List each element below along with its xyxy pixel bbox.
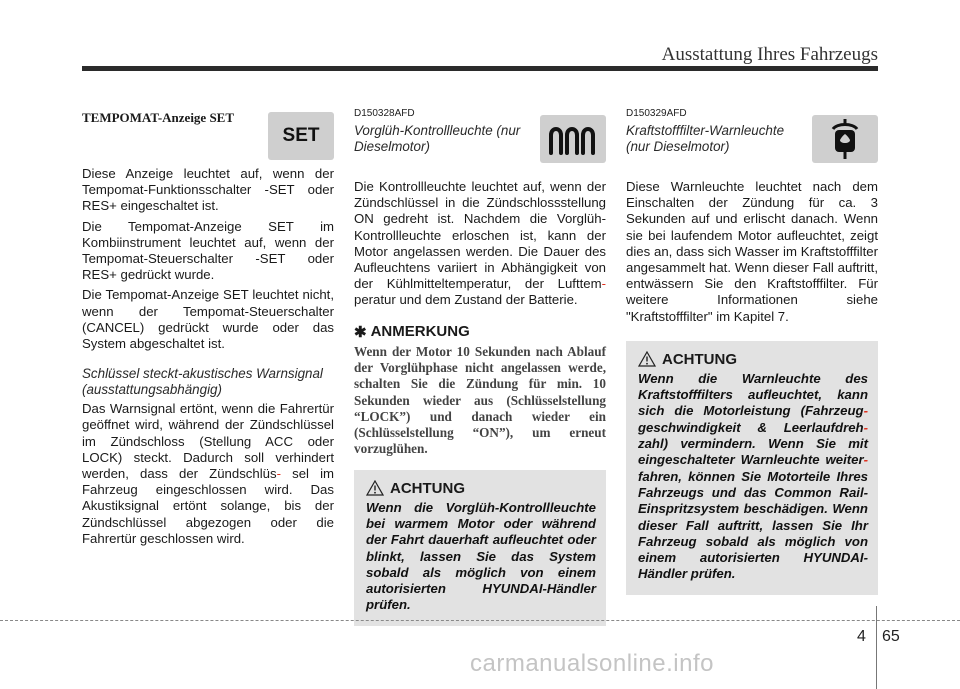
- note-title: ANMERKUNG: [370, 323, 470, 341]
- chapter-number: 4: [857, 628, 866, 645]
- glow-heading: Vorglüh-Kontrollleuchte (nur Dieselmotor): [354, 123, 521, 154]
- fuel-filter-icon-graphic: [825, 117, 865, 161]
- note-body: Wenn der Motor 10 Sekunden nach Ablauf der Vorglühphase nicht angelassen werde, schalten Sie die Zündung für min. 10 Sekunden wieder aus (Schlüsselstellung “LOCK”) und danach wieder ein (Schlüsselstellung “ON”), um erneut vorzuglühen.: [354, 343, 606, 457]
- column-glow: [354, 108, 606, 626]
- header-rule: [82, 66, 878, 71]
- column-tempomat: [82, 108, 334, 547]
- glow-warning-box: [354, 470, 606, 626]
- note-star-icon: ✱: [354, 323, 367, 341]
- glow-paragraph: Die Kontrollleuchte leuchtet auf, wenn der Zündschlüssel in die Zündschlossstellung ON gedreht ist. Nachdem die Vorglüh-Kontrollleuchte erloschen ist, kann der Motor angelassen werden. Die Dauer des Aufleuchtens variiert in Abhängigkeit von der Kühlmitteltemperatur, der Lufttem- peratur und dem Zustand der Batterie.: [354, 179, 606, 308]
- note-heading: [354, 323, 606, 341]
- set-indicator-icon: [268, 112, 334, 160]
- glow-warning-heading: [366, 480, 596, 497]
- watermark-text: carmanualsonline.info: [470, 650, 714, 677]
- page-crop-line: [876, 606, 877, 689]
- glow-warning-body: Wenn die Vorglüh-Kontrollleuchte bei warmem Motor oder während der Fahrt dauerhaft aufleuchtet oder blinkt, lassen Sie das System sobald als möglich von einem autorisierten HYUNDAI-Händler prüfen.: [366, 499, 596, 613]
- key-warning-paragraph: Das Warnsignal ertönt, wenn die Fahrertür geöffnet wird, während der Zündschlüssel im Zündschloss (Stellung ACC oder LOCK) steckt. Dadurch soll verhindert werden, dass der Zündschlüs- sel im Fahrzeug eingeschlossen wird. Das Akustiksignal ertönt solange, bis der Zündschlüssel abgezogen oder die Fahrertür geschlossen wird.: [82, 401, 334, 546]
- fuel-paragraph: Diese Warnleuchte leuchtet nach dem Einschalten der Zündung für ca. 3 Sekunden auf und erlischt danach. Wenn sie bei laufendem Motor aufleuchtet, zeigt dies an, dass sich Wasser im Kraftstofffilter angesammelt hat. Wenn dieser Fall auftritt, entwässern Sie den Kraftstofffilter. Für weitere Informationen siehe "Kraftstofffilter" im Kapitel 7.: [626, 179, 878, 324]
- tempomat-paragraph-1: Diese Anzeige leuchtet auf, wenn der Tempomat-Funktionsschalter -SET oder RES+ eingeschaltet ist.: [82, 166, 334, 214]
- set-indicator-label: SET: [282, 125, 320, 146]
- glow-plug-icon: [540, 115, 606, 163]
- fuel-filter-icon: [812, 115, 878, 163]
- tempomat-paragraph-3: Die Tempomat-Anzeige SET leuchtet nicht, wenn der Tempomat-Steuerschalter (CANCEL) gedrückt wurde oder das System abgeschaltet ist.: [82, 287, 334, 352]
- glow-section-code: D150328AFD: [354, 108, 415, 119]
- tempomat-title-row: [82, 108, 334, 166]
- glow-plug-icon-graphic: [545, 121, 601, 157]
- page-number: 65: [882, 628, 900, 645]
- running-header: Ausstattung Ihres Fahrzeugs: [661, 44, 878, 65]
- fuel-warning-body: Wenn die Warnleuchte des Kraftstofffilters aufleuchtet, kann sich die Motorleistung (Fahrzeug- geschwindigkeit & Leerlaufdreh- zahl) vermindern. Wenn Sie mit eingeschalteter Warnleuchte weiter- fahren, können Sie Motorteile Ihres Fahrzeugs und das Common Rail-Einspritzsystem beschädigen. Wenn dieser Fall auftritt, lassen Sie Ihr Fahrzeug sobald als möglich von einem autorisierten HYUNDAI-Händler prüfen.: [638, 370, 868, 582]
- fuel-warning-title: ACHTUNG: [662, 350, 737, 368]
- glow-warning-title: ACHTUNG: [390, 479, 465, 497]
- bottom-dashed-rule: [0, 620, 960, 621]
- tempomat-heading: TEMPOMAT-Anzeige SET: [82, 110, 235, 125]
- fuel-warning-heading: [638, 351, 868, 368]
- warning-triangle-icon: [638, 351, 656, 367]
- fuel-title-row: [626, 123, 878, 179]
- fuel-warning-box: [626, 341, 878, 595]
- fuel-section-code: D150329AFD: [626, 108, 687, 119]
- fuel-heading: Kraftstofffilter-Warnleuchte (nur Dieselmotor): [626, 123, 785, 154]
- tempomat-paragraph-2: Die Tempomat-Anzeige SET im Kombiinstrument leuchtet auf, wenn der Tempomat-Steuerschalter -SET oder RES+ gedrückt wurde.: [82, 218, 334, 283]
- warning-triangle-icon: [366, 480, 384, 496]
- key-warning-heading: Schlüssel steckt-akustisches Warnsignal (ausstattungsabhängig): [82, 366, 323, 398]
- glow-title-row: [354, 123, 606, 179]
- column-fuel-filter: [626, 108, 878, 595]
